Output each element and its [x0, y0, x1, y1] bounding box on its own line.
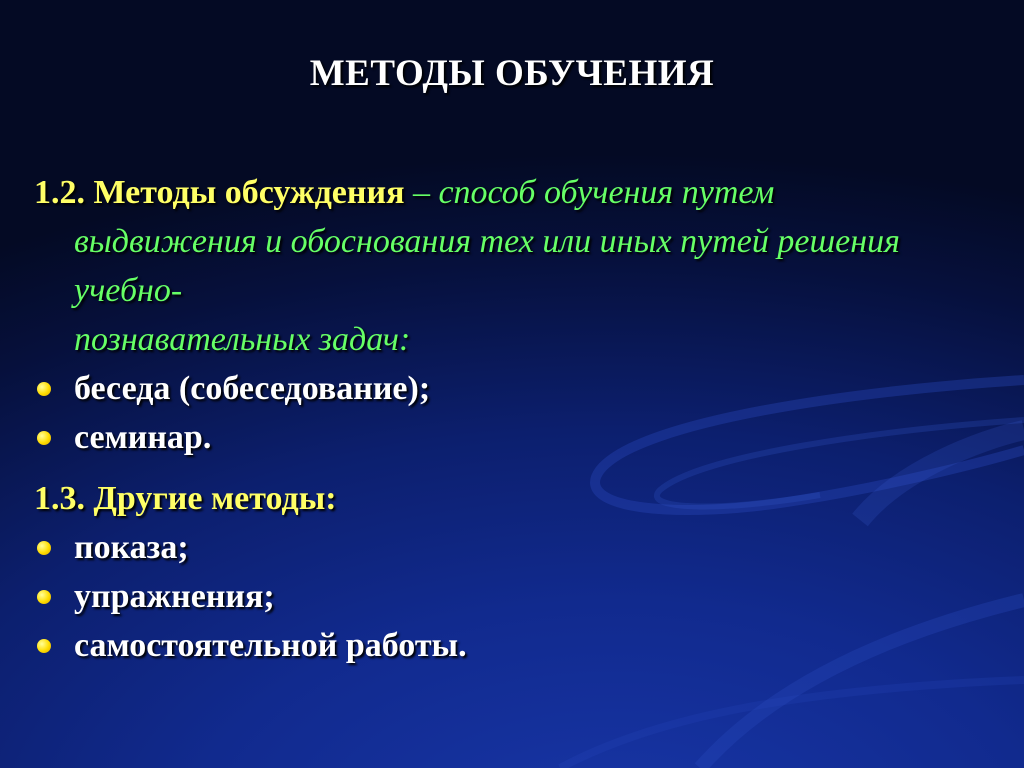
list-item: [34, 621, 994, 670]
slide-content: [34, 168, 994, 670]
section-discussion-methods: [34, 168, 994, 462]
bullet-icon: [37, 590, 51, 604]
discussion-methods-list: [34, 364, 994, 462]
definition-dash: –: [404, 174, 439, 211]
bullet-icon: [37, 541, 51, 555]
definition-first-line: [34, 168, 994, 217]
list-item-text: упражнения;: [74, 578, 275, 615]
section-other-methods: [34, 474, 994, 670]
list-item-text: самостоятельной работы.: [74, 627, 467, 664]
definition-text-line2: выдвижения и обоснования тех или иных путей решения учебно-: [74, 223, 900, 309]
list-item: [34, 523, 994, 572]
definition-text-line1: способ обучения путем: [438, 174, 775, 211]
other-methods-list: [34, 523, 994, 670]
list-item: [34, 364, 994, 413]
list-item-text: показа;: [74, 529, 189, 566]
list-item: [34, 413, 994, 462]
list-item-text: семинар.: [74, 419, 212, 456]
slide-title: МЕТОДЫ ОБУЧЕНИЯ: [309, 53, 715, 94]
definition-text-line3: познавательных задач:: [74, 321, 411, 358]
section-heading-other: 1.3. Другие методы:: [34, 480, 337, 517]
section-heading-discussion: 1.2. Методы обсуждения: [34, 174, 405, 211]
list-item-text: беседа (собеседование);: [74, 370, 431, 407]
bullet-icon: [37, 639, 51, 653]
bullet-icon: [37, 382, 51, 396]
bullet-icon: [37, 431, 51, 445]
list-item: [34, 572, 994, 621]
